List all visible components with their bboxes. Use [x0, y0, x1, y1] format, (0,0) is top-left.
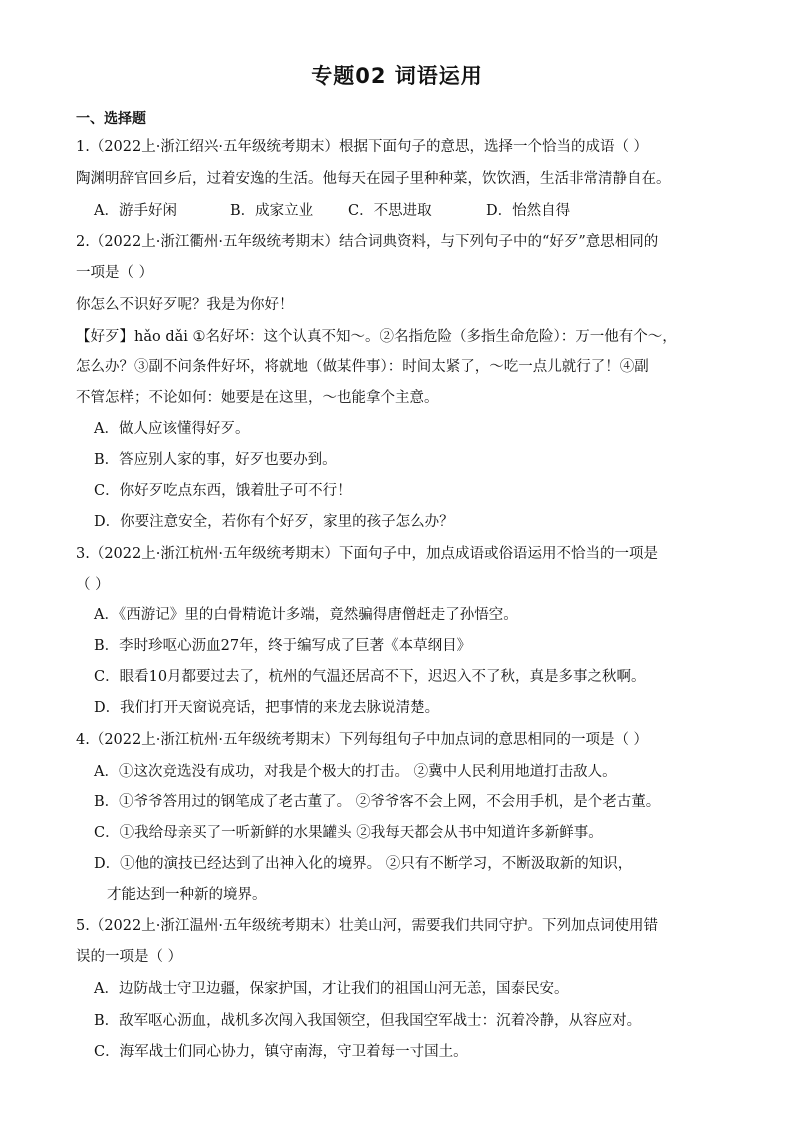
q4-stem: 4.（2022上·浙江杭州·五年级统考期末）下列每组句子中加点词的意思相同的一项是（ ）	[76, 732, 649, 748]
q4-option-a[interactable]: A．①这次竞选没有成功，对我是个极大的打击。 ②冀中人民利用地道打击敌人。	[94, 764, 617, 780]
section-heading: 一、选择题	[76, 111, 146, 127]
q1-option-c[interactable]: C．不思进取	[348, 203, 432, 219]
q5-option-c[interactable]: C．海军战士们同心协力，镇守南海，守卫着每一寸国土。	[94, 1044, 468, 1060]
q5-stem-line1: 5.（2022上·浙江温州·五年级统考期末）壮美山河，需要我们共同守护。下列加点词使用错	[76, 918, 658, 934]
q4-option-b[interactable]: B．①爷爷答用过的钢笔成了老古董了。 ②爷爷客不会上网，不会用手机，是个老古董。	[94, 794, 661, 810]
q2-option-d[interactable]: D．你要注意安全，若你有个好歹，家里的孩子怎么办？	[94, 514, 454, 530]
q2-stem-line1: 2.（2022上·浙江衢州·五年级统考期末）结合词典资料，与下列句子中的“好歹”意思相同的	[76, 234, 659, 250]
q5-option-a[interactable]: A．边防战士守卫边疆，保家护国，才让我们的祖国山河无恙，国泰民安。	[94, 981, 569, 997]
q1-sentence: 陶渊明辞官回乡后，过着安逸的生活。他每天在园子里种种菜，饮饮酒，生活非常清静自在。	[76, 171, 671, 187]
q2-dictionary-line3: 不管怎样；不论如何：她要是在这里，～也能拿个主意。	[76, 390, 439, 406]
q3-stem-line2: （ ）	[76, 577, 110, 593]
q1-stem: 1.（2022上·浙江绍兴·五年级统考期末）根据下面句子的意思，选择一个恰当的成语（ ）	[76, 139, 649, 155]
q2-option-b[interactable]: B．答应别人家的事，好歹也要办到。	[94, 452, 337, 468]
q3-option-d[interactable]: D．我们打开天窗说亮话，把事情的来龙去脉说清楚。	[94, 700, 440, 716]
q5-option-b[interactable]: B．敌军呕心沥血，战机多次闯入我国领空，但我国空军战士：沉着冷静，从容应对。	[94, 1013, 642, 1029]
q2-sentence: 你怎么不识好歹呢？我是为你好！	[76, 297, 294, 313]
q1-option-d[interactable]: D．怡然自得	[486, 203, 571, 219]
q3-option-a[interactable]: A．《西游记》里的白骨精诡计多端，竟然骗得唐僧赶走了孙悟空。	[94, 607, 518, 623]
q1-options	[94, 202, 570, 220]
q1-option-a[interactable]: A．游手好闲	[94, 203, 177, 219]
q3-stem-line1: 3.（2022上·浙江杭州·五年级统考期末）下面句子中，加点成语或俗语运用不恰当的一项是	[76, 546, 658, 562]
q2-stem-line2: 一项是（ ）	[76, 265, 154, 281]
q4-option-d-continued: 才能达到一种新的境界。	[107, 887, 267, 903]
q2-option-a[interactable]: A．做人应该懂得好歹。	[94, 421, 250, 437]
q2-dictionary-line2: 怎么办？③副不问条件好坏，将就地（做某件事）：时间太紧了，～吃一点儿就行了！④副	[76, 359, 649, 375]
q2-option-c[interactable]: C．你好歹吃点东西，饿着肚子可不行！	[94, 483, 352, 499]
q5-stem-line2: 误的一项是（ ）	[76, 949, 183, 965]
q3-option-c[interactable]: C．眼看10月都要过去了，杭州的气温还居高不下，迟迟入不了秋，真是多事之秋啊。	[94, 669, 646, 685]
q4-option-c[interactable]: C．①我给母亲买了一听新鲜的水果罐头 ②我每天都会从书中知道许多新鲜事。	[94, 825, 603, 841]
q4-option-d[interactable]: D．①他的演技已经达到了出神入化的境界。 ②只有不断学习，不断汲取新的知识，	[94, 856, 633, 872]
page-title: 专题02 词语运用	[311, 64, 483, 88]
q2-dictionary-line1: 【好歹】hǎo dǎi ①名好坏：这个认真不知～。②名指危险（多指生命危险）：万一他有个～，	[76, 329, 677, 345]
q1-option-b[interactable]: B．成家立业	[230, 203, 314, 219]
q3-option-b[interactable]: B．李时珍呕心沥血27年，终于编写成了巨著《本草纲目》	[94, 638, 472, 654]
